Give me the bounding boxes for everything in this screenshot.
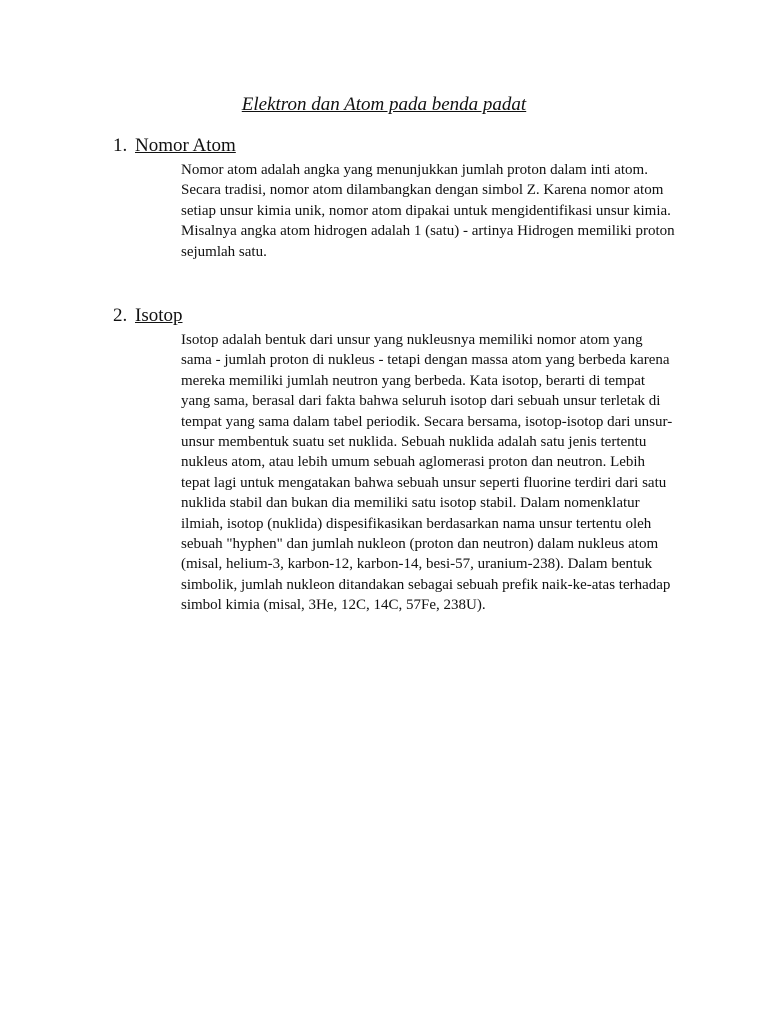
section-number: 2. — [113, 305, 128, 326]
paragraph-line: Nomor atom adalah angka yang menunjukkan jumlah proton dalam inti atom. — [181, 162, 648, 178]
paragraph-line: Misalnya angka atom hidrogen adalah 1 (satu) - artinya Hidrogen memiliki proton — [181, 223, 675, 240]
document-title: Elektron dan Atom pada benda padat — [241, 94, 527, 115]
paragraph-line: tepat lagi untuk mengatakan bahwa sebuah unsur seperti fluorine terdiri dari satu — [181, 474, 667, 491]
section-title: Isotop — [135, 305, 183, 326]
paragraph-line: sebuah "hyphen" dan jumlah nukleon (proton dan neutron) dalam nukleus atom — [181, 535, 659, 552]
section-heading — [113, 133, 236, 159]
paragraph-line: (misal, helium-3, karbon-12, karbon-14, besi-57, uranium-238). Dalam bentuk — [181, 556, 653, 573]
paragraph-line: nukleus atom, atau lebih umum sebuah aglomerasi proton dan neutron. Lebih — [181, 454, 646, 471]
paragraph-line: tempat yang sama dalam tabel periodik. Secara bersama, isotop-isotop dari unsur- — [181, 413, 673, 430]
paragraph-line: unsur membentuk suatu set nuklida. Sebuah nuklida adalah satu jenis tertentu — [181, 433, 647, 450]
paragraph-line: setiap unsur kimia unik, nomor atom dipakai untuk mengidentifikasi unsur kimia. — [181, 202, 671, 219]
paragraph-line: mereka memiliki jumlah neutron yang berbeda. Kata isotop, berarti di tempat — [181, 372, 646, 389]
paragraph-line: sejumlah satu. — [181, 243, 267, 260]
paragraph-line: yang sama, berasal dari fakta bahwa seluruh isotop dari sebuah unsur terletak di — [181, 393, 661, 410]
paragraph-line: ilmiah, isotop (nuklida) dispesifikasikan berdasarkan nama unsur tertentu oleh — [181, 515, 652, 532]
paragraph-line: sama - jumlah proton di nukleus - tetapi dengan massa atom yang berbeda karena — [181, 352, 670, 369]
section-body — [181, 330, 681, 615]
section-heading — [113, 303, 183, 329]
section-number: 1. — [113, 135, 128, 156]
paragraph-line: simbolik, jumlah nukleon ditandakan sebagai sebuah prefik naik-ke-atas terhadap — [181, 576, 671, 593]
section-title: Nomor Atom — [135, 135, 236, 156]
section-body — [181, 160, 681, 262]
paragraph-line: simbol kimia (misal, 3He, 12C, 14C, 57Fe, 238U). — [181, 597, 486, 614]
paragraph-line: nuklida stabil dan bukan dia memiliki satu isotop stabil. Dalam nomenklatur — [181, 495, 640, 512]
paragraph-line: Isotop adalah bentuk dari unsur yang nukleusnya memiliki nomor atom yang — [181, 332, 643, 348]
paragraph-line: Secara tradisi, nomor atom dilambangkan dengan simbol Z. Karena nomor atom — [181, 182, 664, 199]
